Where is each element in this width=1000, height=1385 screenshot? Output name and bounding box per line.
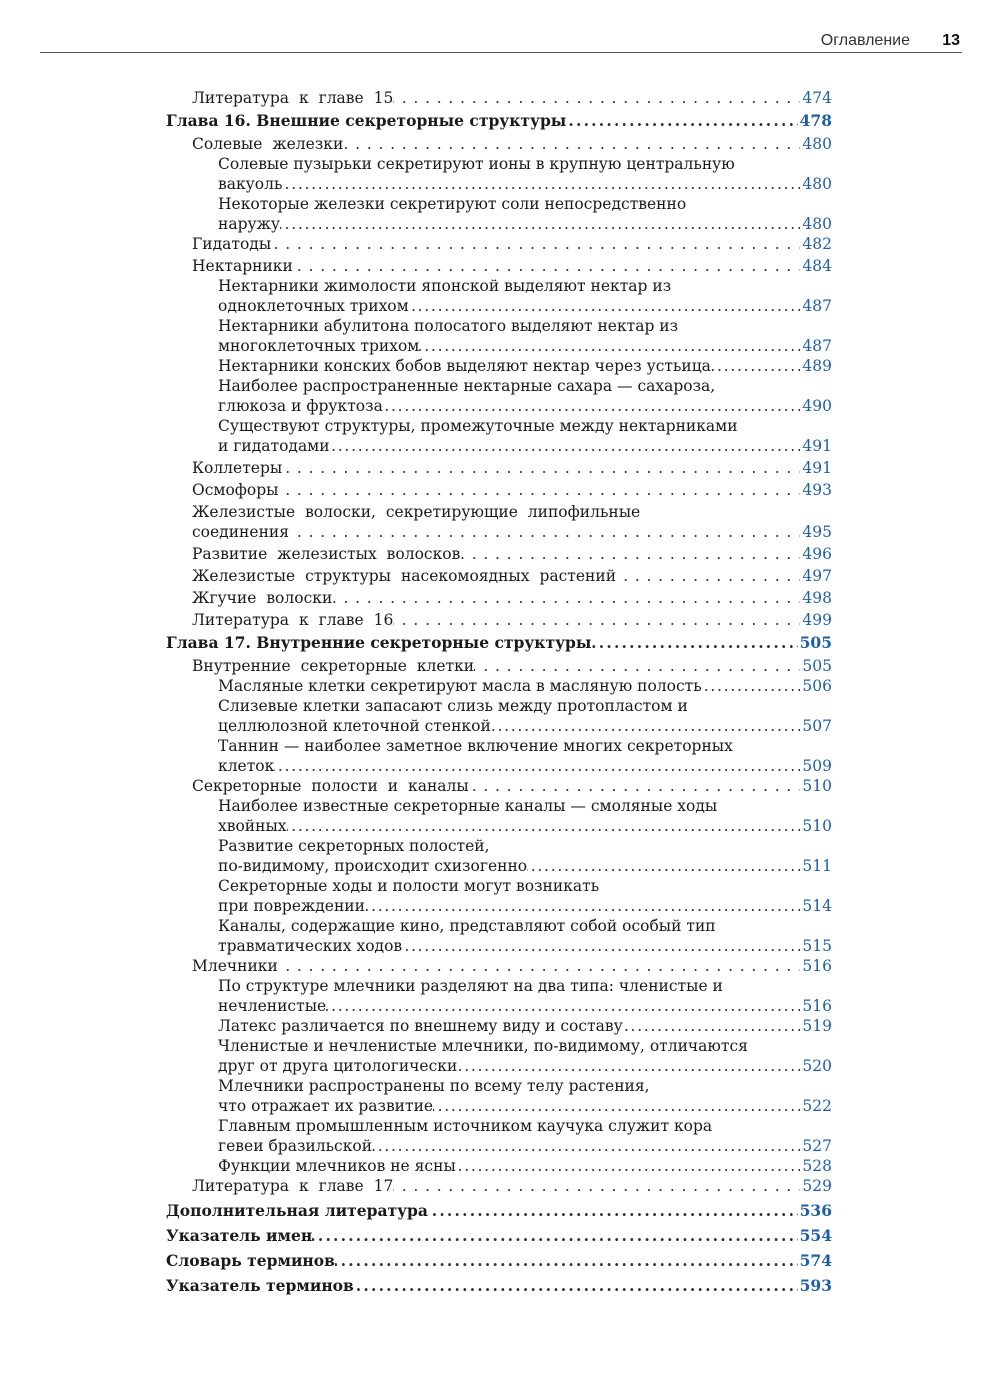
toc-entry	[166, 1116, 832, 1156]
toc-page-link[interactable]: 505	[802, 657, 832, 675]
toc-page-link[interactable]: 491	[802, 437, 832, 455]
toc-entry-title: Гидатоды	[192, 235, 272, 253]
toc-page-link[interactable]: 536	[799, 1201, 832, 1220]
toc-entry	[166, 566, 832, 586]
toc-entry-title-line: Железистые волоски, секретирующие липофильные	[192, 503, 641, 521]
toc-entry-title-line: Некоторые железки секретируют соли непосредственно	[218, 195, 687, 213]
toc-entry-title-line: Нектарники абулитона полосатого выделяют нектар из	[218, 317, 679, 335]
toc-chapter	[166, 1251, 832, 1271]
toc-entry-title: Млечники	[192, 957, 278, 975]
toc-entry	[166, 234, 832, 254]
toc-page-link[interactable]: 493	[802, 481, 832, 499]
toc-entry	[166, 544, 832, 564]
toc-entry-title: одноклеточных трихом	[218, 297, 409, 315]
toc-entry-title: многоклеточных трихом	[218, 337, 420, 355]
toc-entry-title: Литература к главе 17	[192, 1177, 394, 1195]
toc-entry	[166, 154, 832, 194]
toc-entry	[166, 696, 832, 736]
toc-page-link[interactable]: 507	[802, 717, 832, 735]
toc-entry-title: Внутренние секреторные клетки	[192, 657, 475, 675]
toc-page-link[interactable]: 499	[802, 611, 832, 629]
toc-entry	[166, 1076, 832, 1116]
toc-entry-title: глюкоза и фруктоза	[218, 397, 383, 415]
running-header	[40, 30, 962, 53]
toc-chapter-title: Глава 17. Внутренние секреторные структуры	[166, 633, 592, 652]
toc-entry-title-line: Наиболее распространенные нектарные сахара — сахароза,	[218, 377, 716, 395]
toc-chapter-title: Указатель терминов	[166, 1276, 354, 1295]
toc-entry-title: Развитие железистых волосков	[192, 545, 461, 563]
toc-entry-title: гевеи бразильской	[218, 1137, 373, 1155]
toc-page-link[interactable]: 495	[802, 523, 832, 541]
toc-entry-title-line: По структуре млечники разделяют на два типа: членистые и	[218, 977, 723, 995]
toc-entry-title: Литература к главе 15	[192, 89, 394, 107]
toc-entry	[166, 502, 832, 542]
toc-entry	[166, 588, 832, 608]
toc-chapter	[166, 633, 832, 653]
toc-entry	[166, 776, 832, 796]
toc-entry	[166, 458, 832, 478]
toc-chapter-title: Дополнительная литература	[166, 1201, 428, 1220]
toc-entry-title-line: Солевые пузырьки секретируют ионы в крупную центральную	[218, 155, 735, 173]
toc-entry-title-line: Каналы, содержащие кино, представляют собой особый тип	[218, 917, 716, 935]
toc-page-link[interactable]: 511	[802, 857, 832, 875]
toc-entry-title: Коллетеры	[192, 459, 283, 477]
toc-entry	[166, 736, 832, 776]
toc-entry	[166, 796, 832, 836]
toc-entry	[166, 316, 832, 356]
toc-entry-title: клеток	[218, 757, 275, 775]
toc-entry-title: Секреторные полости и каналы	[192, 777, 469, 795]
toc-page-link[interactable]: 520	[802, 1057, 832, 1075]
toc-page-link[interactable]: 529	[802, 1177, 832, 1195]
toc-page-link[interactable]: 522	[802, 1097, 832, 1115]
toc-entry	[166, 194, 832, 234]
toc-page-link[interactable]: 593	[799, 1276, 832, 1295]
toc-entry-title: Функции млечников не ясны	[218, 1157, 456, 1175]
toc-entry-title: Солевые железки	[192, 135, 344, 153]
toc-entry	[166, 916, 832, 956]
toc-chapter-title: Указатель имен	[166, 1226, 313, 1245]
toc-entry-title: Литература к главе 16	[192, 611, 394, 629]
toc-page-link[interactable]: 516	[802, 957, 832, 975]
toc-entry-title-line: Слизевые клетки запасают слизь между протопластом и	[218, 697, 688, 715]
toc-page-link[interactable]: 528	[802, 1157, 832, 1175]
toc-entry-title: что отражает их развитие	[218, 1097, 434, 1115]
toc-chapter	[166, 1226, 832, 1246]
toc-entry-title: Нектарники	[192, 257, 293, 275]
toc-chapter	[166, 1276, 832, 1296]
toc-page-link[interactable]: 489	[802, 357, 832, 375]
toc-entry	[166, 676, 832, 696]
toc-page-link[interactable]: 554	[799, 1226, 832, 1245]
toc-entry	[166, 876, 832, 916]
toc-page-link[interactable]: 474	[802, 89, 832, 107]
toc-page-link[interactable]: 527	[802, 1137, 832, 1155]
toc-page-link[interactable]: 487	[802, 337, 832, 355]
toc-entry-title-line: Членистые и нечленистые млечники, по-видимому, отличаются	[218, 1037, 748, 1055]
toc-page-link[interactable]: 515	[802, 937, 832, 955]
toc-page-link[interactable]: 514	[802, 897, 832, 915]
toc-entry-title-line: Млечники распространены по всему телу растения,	[218, 1077, 650, 1095]
toc-entry	[166, 480, 832, 500]
toc-page-link[interactable]: 478	[799, 111, 832, 130]
table-of-contents	[166, 88, 832, 1299]
toc-entry-title: наружу	[218, 215, 280, 233]
toc-entry-title: Осмофоры	[192, 481, 279, 499]
toc-entry-title: вакуоль	[218, 175, 283, 193]
toc-entry	[166, 956, 832, 976]
toc-page-link[interactable]: 510	[802, 817, 832, 835]
toc-page-link[interactable]: 496	[802, 545, 832, 563]
toc-entry-title: Жгучие волоски	[192, 589, 333, 607]
toc-entry-title-line: Секреторные ходы и полости могут возникать	[218, 877, 600, 895]
toc-entry	[166, 1176, 832, 1196]
toc-page-link[interactable]: 574	[799, 1251, 832, 1270]
toc-entry-title-line: Таннин — наиболее заметное включение многих секреторных	[218, 737, 733, 755]
toc-entry-title-line: Существуют структуры, промежуточные между нектарниками	[218, 417, 738, 435]
toc-entry-title-line: Нектарники жимолости японской выделяют нектар из	[218, 277, 672, 295]
toc-entry-title: при повреждении	[218, 897, 365, 915]
toc-entry-title: Масляные клетки секретируют масла в масляную полость	[218, 677, 702, 695]
toc-entry	[166, 656, 832, 676]
toc-page-link[interactable]: 505	[799, 633, 832, 652]
toc-entry-title: по-видимому, происходит схизогенно	[218, 857, 528, 875]
toc-entry	[166, 1036, 832, 1076]
toc-entry-title: Нектарники конских бобов выделяют нектар через устьица	[218, 357, 711, 375]
toc-chapter	[166, 111, 832, 131]
toc-entry	[166, 356, 832, 376]
toc-page-link[interactable]: 519	[802, 1017, 832, 1035]
toc-page-link[interactable]: 480	[802, 175, 832, 193]
toc-entry-title: и гидатодами	[218, 437, 330, 455]
toc-page-link[interactable]: 516	[802, 997, 832, 1015]
toc-page-link[interactable]: 484	[802, 257, 832, 275]
toc-entry-title: друг от друга цитологически	[218, 1057, 458, 1075]
toc-entry	[166, 88, 832, 108]
toc-entry	[166, 376, 832, 416]
toc-entry-title: нечленистые	[218, 997, 327, 1015]
toc-entry-title: хвойных	[218, 817, 287, 835]
toc-entry-title-line: Развитие секреторных полостей,	[218, 837, 490, 855]
toc-page-link[interactable]: 497	[802, 567, 832, 585]
toc-entry	[166, 416, 832, 456]
toc-page-link[interactable]: 491	[802, 459, 832, 477]
toc-entry	[166, 1016, 832, 1036]
toc-entry	[166, 976, 832, 1016]
toc-entry-title: травматических ходов	[218, 937, 403, 955]
toc-page-link[interactable]: 490	[802, 397, 832, 415]
toc-entry-title: соединения	[192, 523, 290, 541]
toc-chapter-title: Словарь терминов	[166, 1251, 335, 1270]
toc-entry-title-line: Главным промышленным источником каучука служит кора	[218, 1117, 713, 1135]
toc-entry	[166, 134, 832, 154]
toc-entry-title: Железистые структуры насекомоядных растений	[192, 567, 617, 585]
toc-entry-title: Латекс различается по внешнему виду и составу	[218, 1017, 623, 1035]
toc-entry	[166, 276, 832, 316]
toc-page-link[interactable]: 509	[802, 757, 832, 775]
toc-page-link[interactable]: 480	[802, 135, 832, 153]
toc-entry	[166, 836, 832, 876]
toc-page-link[interactable]: 506	[802, 677, 832, 695]
toc-page-link[interactable]: 498	[802, 589, 832, 607]
toc-entry	[166, 1156, 832, 1176]
toc-page-link[interactable]: 510	[802, 777, 832, 795]
toc-page-link[interactable]: 480	[802, 215, 832, 233]
toc-entry-title: целлюлозной клеточной стенкой	[218, 717, 491, 735]
toc-entry	[166, 256, 832, 276]
toc-page-link[interactable]: 487	[802, 297, 832, 315]
running-header-section: Оглавление	[820, 32, 910, 49]
toc-page-link[interactable]: 482	[802, 235, 832, 253]
toc-chapter	[166, 1201, 832, 1221]
toc-entry	[166, 610, 832, 630]
toc-entry-title-line: Наиболее известные секреторные каналы — смоляные ходы	[218, 797, 718, 815]
page-number: 13	[942, 32, 960, 49]
toc-chapter-title: Глава 16. Внешние секреторные структуры	[166, 111, 567, 130]
